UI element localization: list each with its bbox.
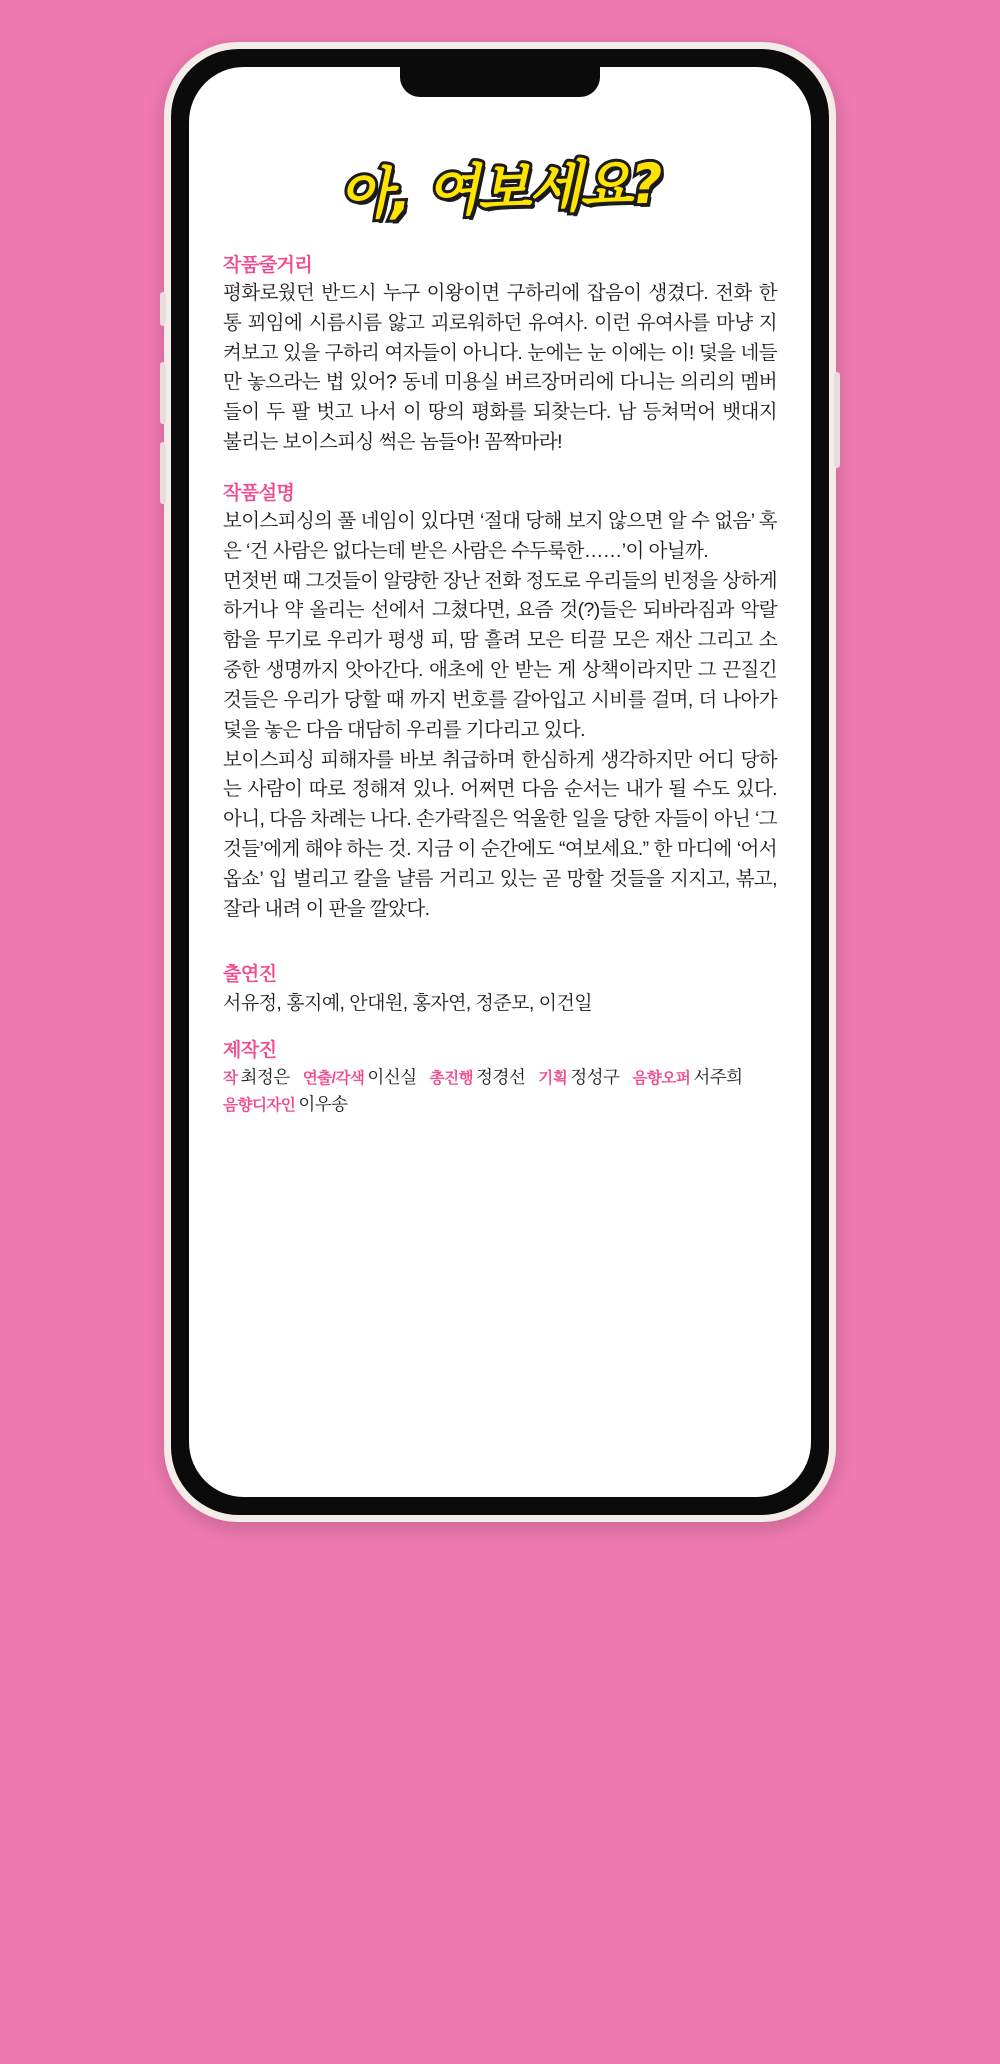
description-paragraph-1: 보이스피싱의 풀 네임이 있다면 ‘절대 당해 보지 않으면 알 수 없음’ 혹은 ‘건 사람은 없다는데 받은 사람은 수두룩한……’이 아닐까. <box>223 509 777 562</box>
credit-name: 최정은 <box>240 1066 290 1087</box>
phone-bezel <box>171 49 829 1515</box>
credit-item <box>632 1067 755 1087</box>
description-paragraph-3: 보이스피싱 피해자를 바보 취급하며 한심하게 생각하지만 어디 당하는 사람이 따로 정해져 있나. 어쩌면 다음 순서는 내가 될 수도 있다. 아니, 다음 차례는 나다. 손가락질은 억울한 일을 당한 자들이 아닌 ‘그것들’에게 해야 하는 것. 지금 이 순간에도 “여보세요.” 한 마디에 ‘어서옵쇼’ 입 벌리고 칼을 냘름 거리고 있는 곧 망할 것들을 지지고, 볶고, 잘라 내려 이 판을 깔았다. <box>223 748 777 920</box>
credit-role: 음향디자인 <box>223 1096 296 1114</box>
synopsis-paragraph: 평화로웠던 반드시 누구 이왕이면 구하리에 잡음이 생겼다. 전화 한 통 꾀임에 시름시름 앓고 괴로워하던 유여사. 이런 유여사를 마냥 지켜보고 있을 구하리 여자들이 아니다. 눈에는 눈 이에는 이! 덫을 네들만 놓으라는 법 있어? 동네 미용실 버르장머리에 다니는 의리의 멤버들이 두 팔 벗고 나서 이 땅의 평화를 되찾는다. 남 등쳐먹어 뱃대지 불리는 보이스피싱 썩은 놈들아! 꼼짝마라! <box>223 282 777 454</box>
description-paragraph-2: 먼젓번 때 그것들이 알량한 장난 전화 정도로 우리들의 빈정을 상하게 하거나 약 올리는 선에서 그쳤다면, 요즘 것(?)들은 되바라짐과 악랄함을 무기로 우리가 평생 피, 땀 흘려 모은 티끌 모은 재산 그리고 소중한 생명까지 앗아간다. 애초에 안 받는 게 상책이라지만 그 끈질긴 것들은 우리가 당할 때 까지 번호를 갈아입고 시비를 걸며, 더 나아가 덫을 놓은 다음 대담히 우리를 기다리고 있다. <box>223 569 777 741</box>
credit-item <box>223 1067 303 1087</box>
title-block <box>223 145 777 227</box>
page-title: 아, 여보세요? <box>338 151 662 227</box>
description-text <box>223 507 777 925</box>
credit-role: 작 <box>223 1069 238 1087</box>
cast-members: 서유정, 홍지예, 안대원, 홍자연, 정준모, 이건일 <box>223 992 593 1014</box>
phone-frame <box>164 42 836 1522</box>
credit-name: 이신실 <box>367 1066 417 1087</box>
staff-heading: 제작진 <box>223 1039 277 1061</box>
phone-screen <box>189 67 811 1497</box>
credit-name: 이우송 <box>298 1093 348 1114</box>
cast-heading: 출연진 <box>223 963 277 985</box>
synopsis-heading: 작품줄거리 <box>223 255 313 276</box>
synopsis-text <box>223 279 777 458</box>
description-heading: 작품설명 <box>223 482 295 504</box>
credit-item <box>430 1067 539 1087</box>
credit-name: 정성구 <box>570 1066 620 1087</box>
credit-role: 총진행 <box>429 1069 474 1087</box>
staff-credits <box>223 1064 777 1118</box>
silent-switch[interactable] <box>160 292 166 326</box>
phone-mockup <box>164 42 836 1522</box>
credit-item <box>303 1067 430 1087</box>
credit-role: 기획 <box>538 1069 568 1087</box>
phone-notch <box>400 67 600 97</box>
power-button[interactable] <box>834 372 840 468</box>
volume-down-button[interactable] <box>160 442 166 504</box>
volume-up-button[interactable] <box>160 362 166 424</box>
poster-content <box>189 67 811 1497</box>
credit-role: 연출/각색 <box>302 1069 365 1087</box>
credit-name: 정경선 <box>476 1066 526 1087</box>
credit-role: 음향오퍼 <box>632 1069 691 1087</box>
credit-name: 서주희 <box>693 1066 743 1087</box>
credit-item <box>538 1067 632 1087</box>
credit-item <box>223 1094 361 1114</box>
